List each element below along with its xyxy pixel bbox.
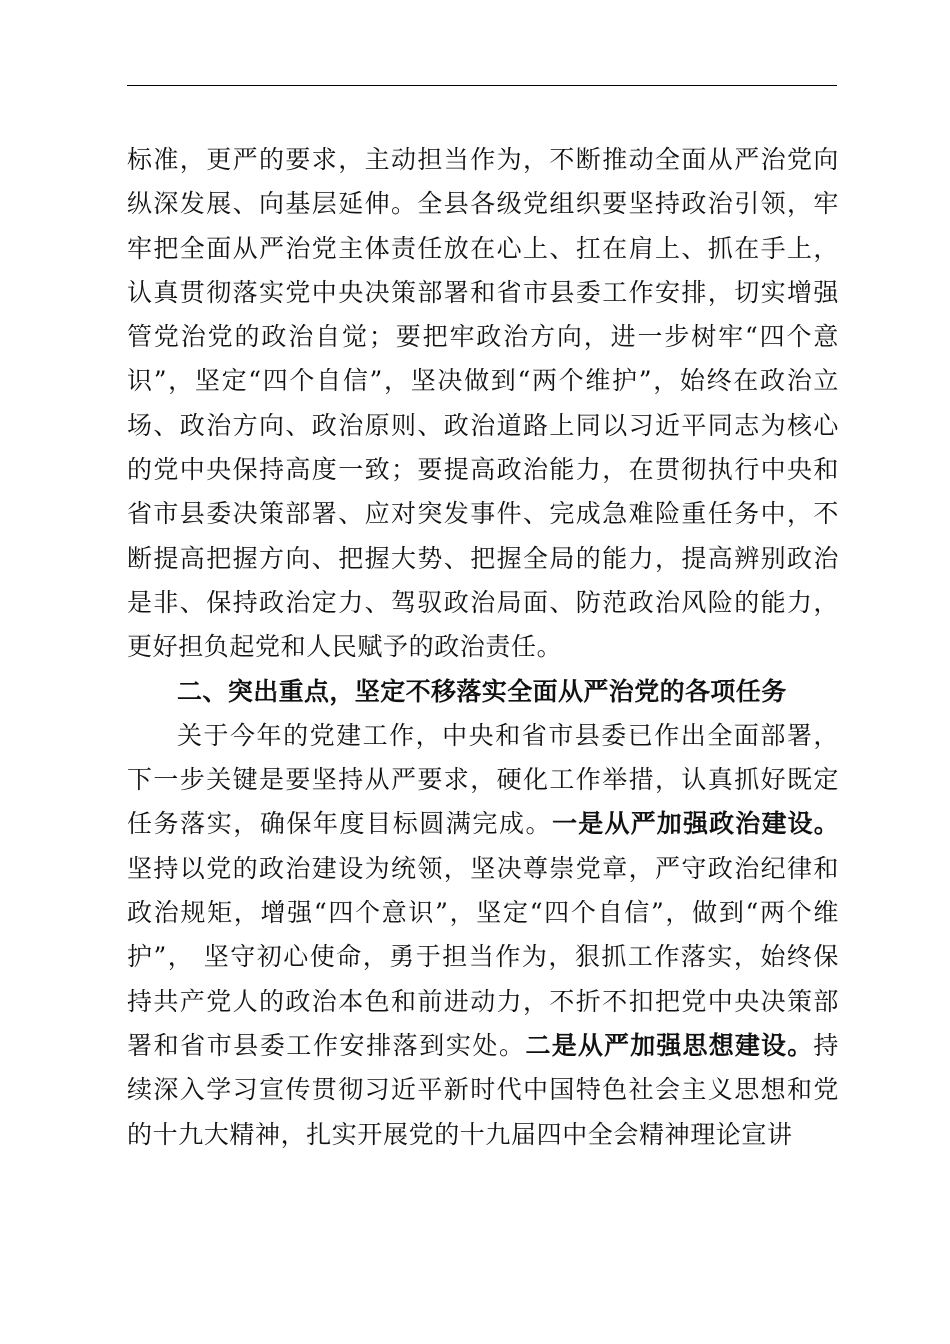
paragraph-key-tasks xyxy=(127,714,839,1157)
paragraph-political-responsibility: 标准，更严的要求，主动担当作为，不断推动全面从严治党向纵深发展、向基层延伸。全县各级党组织要坚持政治引领，牢牢把全面从严治党主体责任放在心上、扛在肩上、抓在手上，认真贯彻落实党中央决策部署和省市县委工作安排，切实增强管党治党的政治自觉；要把牢政治方向，进一步树牢“四个意识”，坚定“四个自信”，坚决做到“两个维护”，始终在政治立场、政治方向、政治原则、政治道路上同以习近平同志为核心的党中央保持高度一致；要提高政治能力，在贯彻执行中央和省市县委决策部署、应对突发事件、完成急难险重任务中，不断提高把握方向、把握大势、把握全局的能力，提高辨别政治是非、保持政治定力、驾驭政治局面、防范政治风险的能力，更好担负起党和人民赋予的政治责任。 xyxy=(127,145,839,662)
point-ideological-construction-text: 持续深入学习宣传贯彻习近平新时代中国特色社会主义思想和党的十九大精神，扎实开展党的十九届四中全会精神理论宣讲 xyxy=(127,1030,839,1149)
paragraph-intro-text: 关于今年的党建工作，中央和省市县委已作出全面部署，下一步关键是要坚持从严要求，硬化工作举措，认真抓好既定任务落实，确保年度目标圆满完成。 xyxy=(127,720,839,839)
header-rule xyxy=(127,85,837,86)
document-body xyxy=(127,138,839,1157)
point-political-construction-title: 一是从严加强政治建设。 xyxy=(552,809,839,839)
point-ideological-construction-title: 二是从严加强思想建设。 xyxy=(525,1030,814,1060)
section-heading: 二、突出重点，坚定不移落实全面从严治党的各项任务 xyxy=(177,676,787,706)
point-political-construction-text: 坚持以党的政治建设为统领，坚决尊崇党章，严守政治纪律和政治规矩，增强“四个意识”，坚定“四个自信”，做到“两个维护”， 坚守初心使命，勇于担当作为，狠抓工作落实，始终保持共产党人的政治本色和前进动力，不折不扣把党中央决策部署和省市县委工作安排落到实处。 xyxy=(127,853,839,1060)
